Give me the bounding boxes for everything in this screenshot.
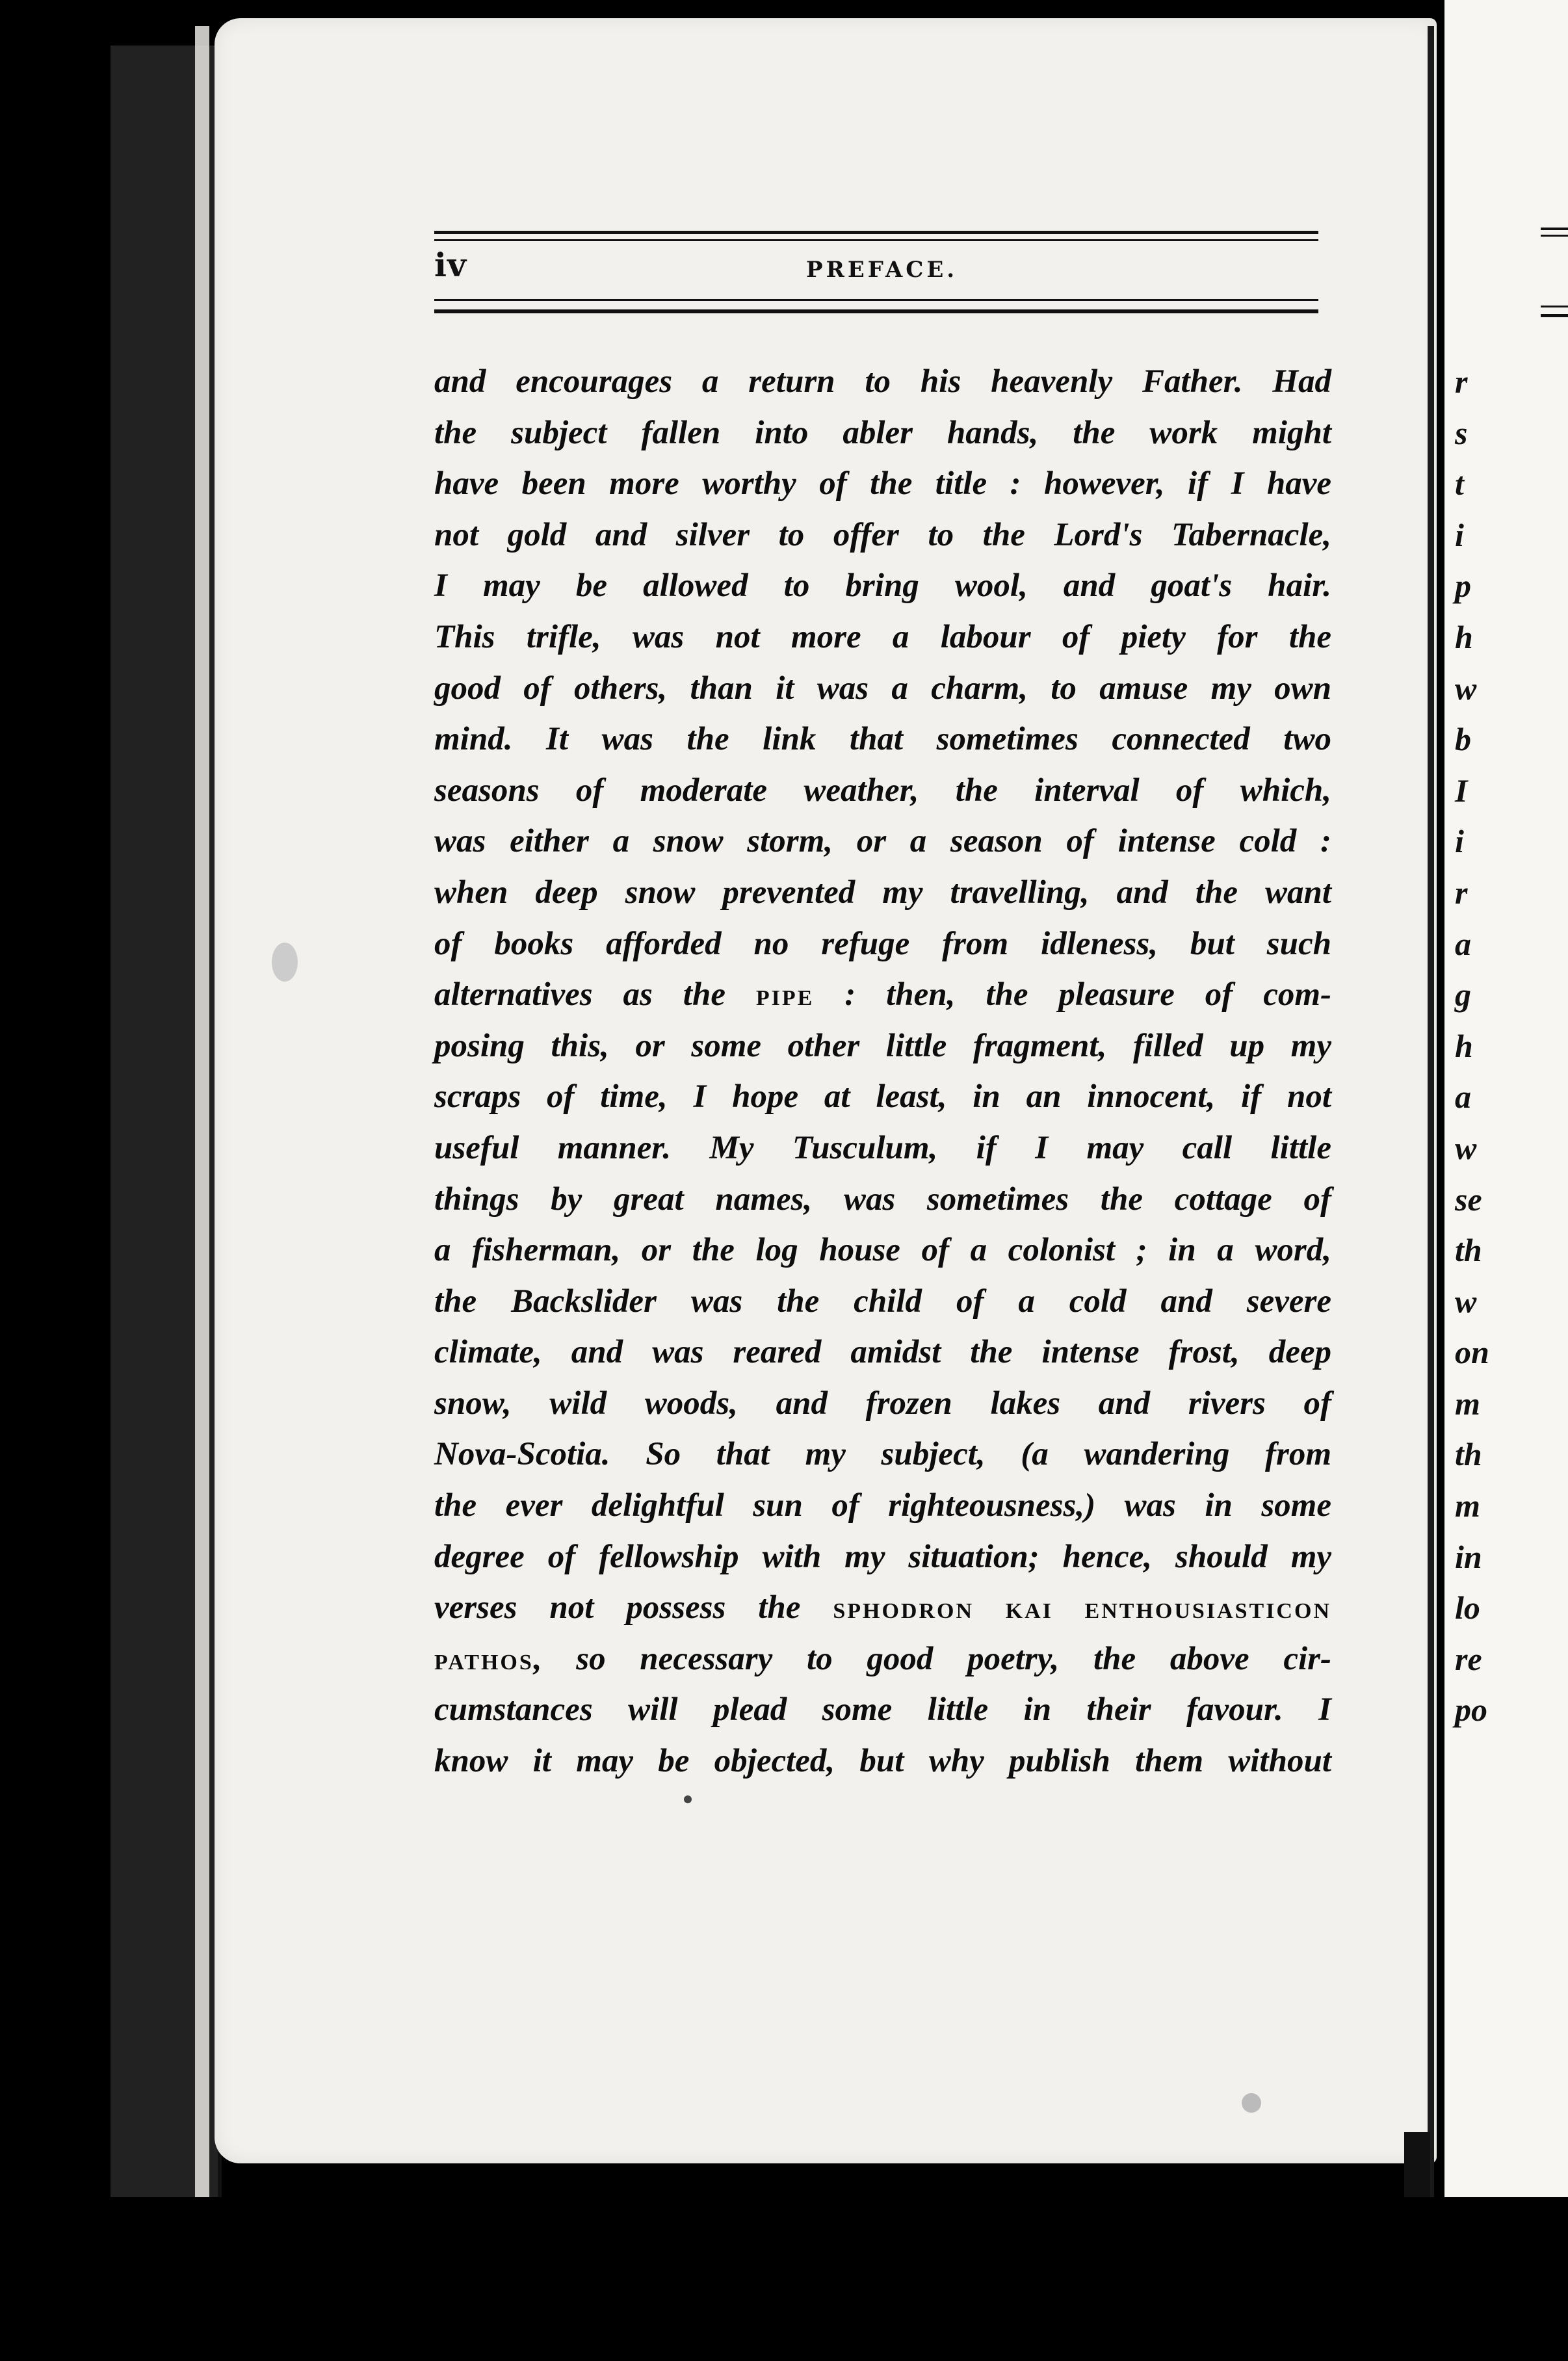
text-line: cumstances will plead some little in their favour. I bbox=[434, 1691, 1331, 1728]
facing-fragment: h bbox=[1455, 618, 1473, 655]
text-line: seasons of moderate weather, the interval of which, bbox=[434, 772, 1331, 809]
text-line: not gold and silver to offer to the Lord's Tabernacle, bbox=[434, 516, 1331, 553]
facing-fragment: re bbox=[1455, 1640, 1482, 1677]
facing-fragment: h bbox=[1455, 1027, 1473, 1064]
facing-fragment: i bbox=[1455, 516, 1464, 553]
text-line-pathos bbox=[434, 1634, 1331, 1685]
ink-speck bbox=[1242, 2093, 1261, 2113]
text-line: and encourages a return to his heavenly Father. Had bbox=[434, 363, 1331, 400]
facing-fragment: m bbox=[1455, 1385, 1480, 1422]
page-number: iv bbox=[434, 246, 467, 284]
running-head: PREFACE. bbox=[806, 257, 958, 283]
facing-fragment: t bbox=[1455, 465, 1464, 502]
facing-fragment: in bbox=[1455, 1538, 1482, 1575]
text-line: snow, wild woods, and frozen lakes and rivers of bbox=[434, 1385, 1331, 1422]
facing-fragment: w bbox=[1455, 1283, 1477, 1320]
facing-fragment: a bbox=[1455, 925, 1471, 962]
facing-fragment: po bbox=[1455, 1691, 1487, 1728]
facing-page-text bbox=[1455, 356, 1489, 1736]
text-line: This trifle, was not more a labour of piety for the bbox=[434, 618, 1331, 655]
text-line: useful manner. My Tusculum, if I may call little bbox=[434, 1129, 1331, 1166]
gutter-line bbox=[1428, 26, 1434, 2340]
text-segment: , so necessary to good poetry, the above cir- bbox=[533, 1640, 1331, 1677]
text-line: a fisherman, or the log house of a colonist ; in a word, bbox=[434, 1232, 1331, 1269]
page-stain bbox=[272, 943, 298, 982]
text-line: climate, and was reared amidst the intense frost, deep bbox=[434, 1334, 1331, 1371]
text-line: the Backslider was the child of a cold and severe bbox=[434, 1283, 1331, 1320]
small-caps-pathos: PATHOS bbox=[434, 1650, 534, 1675]
text-line: know it may be objected, but why publish them without bbox=[434, 1743, 1331, 1780]
facing-rule-top bbox=[1541, 228, 1568, 237]
facing-rule-bottom bbox=[1541, 306, 1568, 317]
ink-speck bbox=[684, 1795, 692, 1803]
facing-fragment: th bbox=[1455, 1436, 1482, 1473]
text-line: of books afforded no refuge from idleness, but such bbox=[434, 925, 1331, 962]
small-caps-sphodron: SPHODRON KAI ENTHOUSIASTICON bbox=[833, 1599, 1331, 1624]
facing-fragment: w bbox=[1455, 1129, 1477, 1166]
page-edge bbox=[195, 26, 209, 2249]
text-line: was either a snow storm, or a season of intense cold : bbox=[434, 823, 1331, 860]
facing-fragment: r bbox=[1455, 363, 1468, 400]
text-line: scraps of time, I hope at least, in an innocent, if not bbox=[434, 1078, 1331, 1115]
facing-fragment: i bbox=[1455, 823, 1464, 860]
small-caps-pipe: PIPE bbox=[755, 986, 815, 1011]
facing-fragment: p bbox=[1455, 567, 1471, 605]
text-segment: alternatives as the bbox=[434, 976, 756, 1013]
facing-fragment: a bbox=[1455, 1078, 1471, 1115]
facing-fragment: m bbox=[1455, 1487, 1480, 1524]
facing-fragment: g bbox=[1455, 976, 1471, 1013]
header-rule-bottom bbox=[434, 299, 1318, 313]
facing-fragment: w bbox=[1455, 670, 1477, 707]
facing-fragment: on bbox=[1455, 1334, 1489, 1371]
header-rule-top bbox=[434, 231, 1318, 241]
text-line: when deep snow prevented my travelling, and the want bbox=[434, 874, 1331, 911]
facing-fragment: s bbox=[1455, 414, 1468, 451]
facing-fragment: th bbox=[1455, 1232, 1482, 1269]
text-segment: verses not possess the bbox=[434, 1589, 833, 1626]
text-line: the ever delightful sun of righteousness,) was in some bbox=[434, 1487, 1331, 1524]
text-line: I may be allowed to bring wool, and goat's hair. bbox=[434, 567, 1331, 605]
text-segment: : then, the pleasure of com- bbox=[814, 976, 1331, 1013]
facing-fragment: b bbox=[1455, 721, 1471, 758]
text-line: have been more worthy of the title : however, if I have bbox=[434, 465, 1331, 502]
facing-fragment: I bbox=[1455, 772, 1468, 809]
preface-body bbox=[434, 356, 1331, 1787]
text-line: good of others, than it was a charm, to amuse my own bbox=[434, 670, 1331, 707]
scan-bottom-border bbox=[0, 2197, 1568, 2361]
text-line-pipe bbox=[434, 969, 1331, 1021]
text-line: degree of fellowship with my situation; hence, should my bbox=[434, 1538, 1331, 1575]
facing-fragment: r bbox=[1455, 874, 1468, 911]
text-line-sphodron bbox=[434, 1582, 1331, 1634]
text-line: posing this, or some other little fragment, filled up my bbox=[434, 1027, 1331, 1064]
facing-fragment: lo bbox=[1455, 1589, 1480, 1626]
text-line: things by great names, was sometimes the cottage of bbox=[434, 1180, 1331, 1218]
text-line: mind. It was the link that sometimes connected two bbox=[434, 721, 1331, 758]
text-line: Nova-Scotia. So that my subject, (a wandering from bbox=[434, 1436, 1331, 1473]
facing-fragment: se bbox=[1455, 1180, 1482, 1218]
text-line: the subject fallen into abler hands, the work might bbox=[434, 414, 1331, 451]
